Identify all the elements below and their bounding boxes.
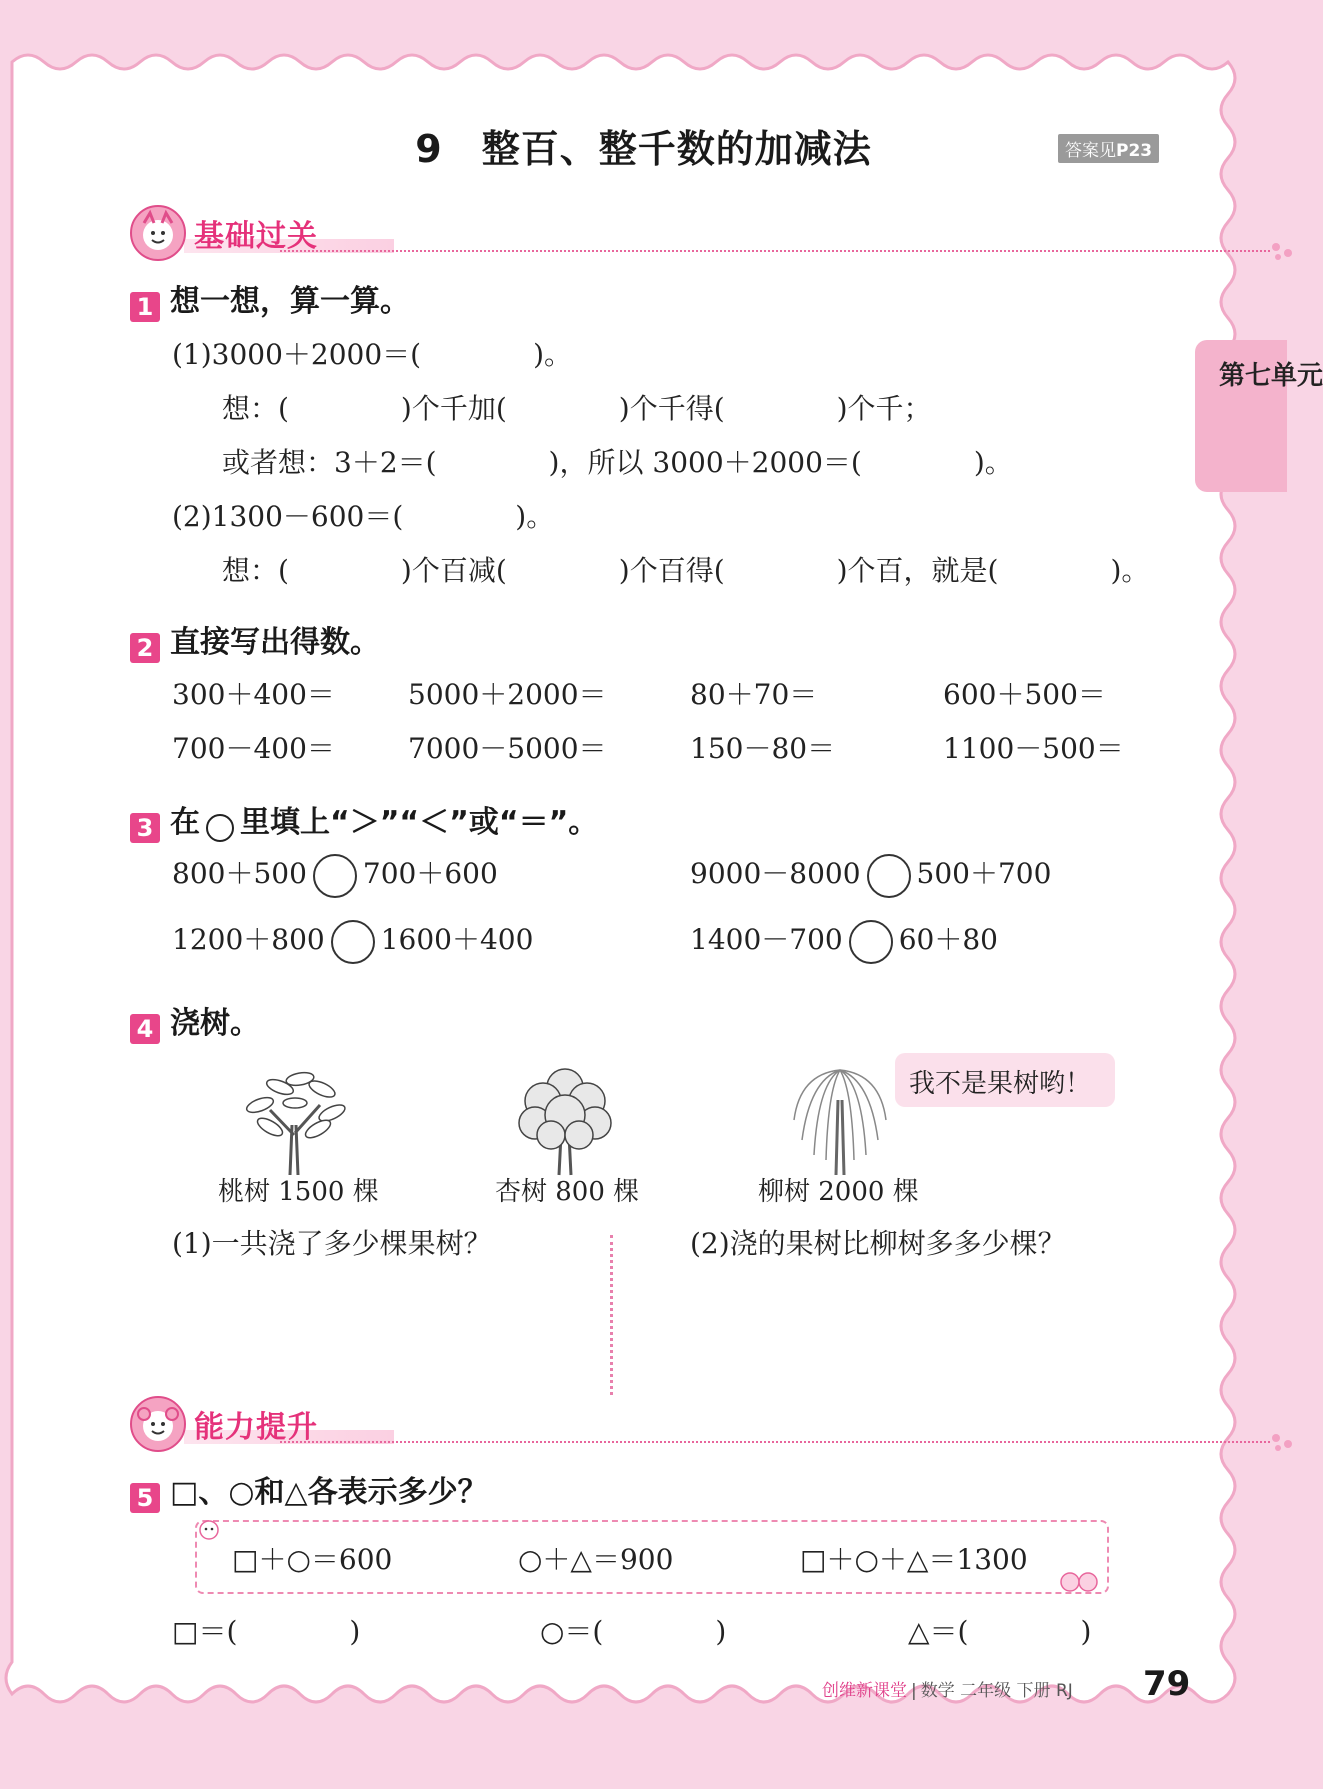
q3-left-expr: 1200＋800 xyxy=(172,923,325,956)
q1-line-5: 想：( )个百减( )个百得( )个百，就是( )。 xyxy=(222,554,1150,587)
q2-item: 1100－500＝ xyxy=(943,732,1124,765)
q1-line-1: (1)3000＋2000＝( )。 xyxy=(172,338,573,371)
circle-symbol-icon xyxy=(206,814,234,842)
page-title: 9 整百、整千数的加减法 xyxy=(415,127,872,171)
q2-item: 5000＋2000＝ xyxy=(408,678,607,711)
question-number: 2 xyxy=(130,633,160,663)
apricot-tree-icon xyxy=(515,1065,615,1175)
answer-circle: ○＝( ) xyxy=(540,1615,727,1648)
speech-bubble xyxy=(895,1053,1115,1107)
cute-face-icon xyxy=(195,1518,225,1542)
compare-answer-circle[interactable] xyxy=(313,854,357,898)
q2-item: 150－80＝ xyxy=(690,732,836,765)
equation-1: □＋○＝600 xyxy=(232,1543,393,1576)
question-number: 3 xyxy=(130,813,160,843)
q2-item: 80＋70＝ xyxy=(690,678,818,711)
tree-label-willow: 柳树 2000 棵 xyxy=(758,1177,919,1207)
question-1-header xyxy=(130,276,410,322)
section-divider xyxy=(280,250,1270,252)
q3-right-expr: 700＋600 xyxy=(362,857,498,890)
compare-answer-circle[interactable] xyxy=(849,920,893,964)
answer-square: □＝( ) xyxy=(172,1615,361,1648)
answer-badge-prefix: 答案见 xyxy=(1065,141,1116,161)
compare-answer-circle[interactable] xyxy=(331,920,375,964)
q1-line-4: (2)1300－600＝( )。 xyxy=(172,500,555,533)
q3-right-expr: 60＋80 xyxy=(898,923,998,956)
footer-info: 数学 二年级 下册 RJ xyxy=(920,1681,1073,1701)
cute-faces-icon xyxy=(1058,1570,1102,1594)
q3-left-expr: 9000－8000 xyxy=(690,857,861,890)
section-divider xyxy=(280,1441,1270,1443)
equation-3: □＋○＋△＝1300 xyxy=(800,1543,1028,1576)
section-header-advanced xyxy=(130,1396,1280,1456)
mascot-icon xyxy=(130,205,186,261)
question-2-header xyxy=(130,617,380,663)
question-title: 浇树。 xyxy=(170,1006,260,1041)
tree-label-peach: 桃树 1500 棵 xyxy=(218,1177,379,1207)
question-number: 1 xyxy=(130,292,160,322)
q1-line-3: 或者想：3＋2＝( )，所以 3000＋2000＝( )。 xyxy=(222,446,1013,479)
q2-item: 700－400＝ xyxy=(172,732,335,765)
question-title: 直接写出得数。 xyxy=(170,625,380,660)
q3-item-1 xyxy=(172,852,498,898)
question-number: 4 xyxy=(130,1014,160,1044)
speech-bubble-text: 我不是果树哟！ xyxy=(909,1069,1092,1099)
q4-subquestion-1: (1)一共浇了多少棵果树？ xyxy=(172,1227,492,1260)
section-title-basic: 基础过关 xyxy=(194,219,318,254)
tree-label-apricot: 杏树 800 棵 xyxy=(495,1177,640,1207)
q3-right-expr: 1600＋400 xyxy=(380,923,534,956)
q2-item: 600＋500＝ xyxy=(943,678,1106,711)
compare-answer-circle[interactable] xyxy=(867,854,911,898)
footer xyxy=(822,1676,1073,1701)
question-title-post: 里填上“＞”“＜”或“＝”。 xyxy=(240,805,599,840)
q2-item: 300＋400＝ xyxy=(172,678,335,711)
section-title-advanced: 能力提升 xyxy=(194,1410,318,1445)
answer-reference-badge xyxy=(1058,134,1159,163)
question-title: 想一想，算一算。 xyxy=(170,284,410,319)
equation-2: ○＋△＝900 xyxy=(518,1543,674,1576)
willow-tree-icon xyxy=(790,1060,890,1175)
answer-badge-page: P23 xyxy=(1116,141,1153,161)
question-3-header xyxy=(130,797,598,843)
unit-side-tab-label: 第七单元 xyxy=(1219,361,1323,391)
q3-left-expr: 1400－700 xyxy=(690,923,843,956)
dots-ornament-icon xyxy=(1270,1432,1300,1452)
unit-side-tab xyxy=(1195,340,1323,492)
answer-area-divider xyxy=(610,1235,613,1395)
section-header-basic xyxy=(130,205,1280,265)
question-number: 5 xyxy=(130,1483,160,1513)
q3-item-3 xyxy=(172,918,533,964)
answer-triangle: △＝( ) xyxy=(908,1615,1092,1648)
q4-subquestion-2: (2)浇的果树比柳树多多少棵？ xyxy=(690,1227,1066,1260)
q1-line-2: 想：( )个千加( )个千得( )个千； xyxy=(222,392,932,425)
q2-item: 7000－5000＝ xyxy=(408,732,607,765)
mascot-icon xyxy=(130,1396,186,1452)
dots-ornament-icon xyxy=(1270,241,1300,261)
question-title: □、○和△各表示多少？ xyxy=(170,1475,488,1510)
q3-item-2 xyxy=(690,852,1051,898)
question-5-header xyxy=(130,1467,488,1513)
peach-tree-icon xyxy=(240,1065,350,1175)
q3-item-4 xyxy=(690,918,998,964)
footer-separator: | xyxy=(911,1681,917,1701)
q3-right-expr: 500＋700 xyxy=(916,857,1052,890)
question-title-pre: 在 xyxy=(170,805,200,840)
footer-brand: 创维新课堂 xyxy=(822,1681,907,1701)
page-number: 79 xyxy=(1143,1664,1191,1704)
q3-left-expr: 800＋500 xyxy=(172,857,307,890)
question-4-header xyxy=(130,998,260,1044)
